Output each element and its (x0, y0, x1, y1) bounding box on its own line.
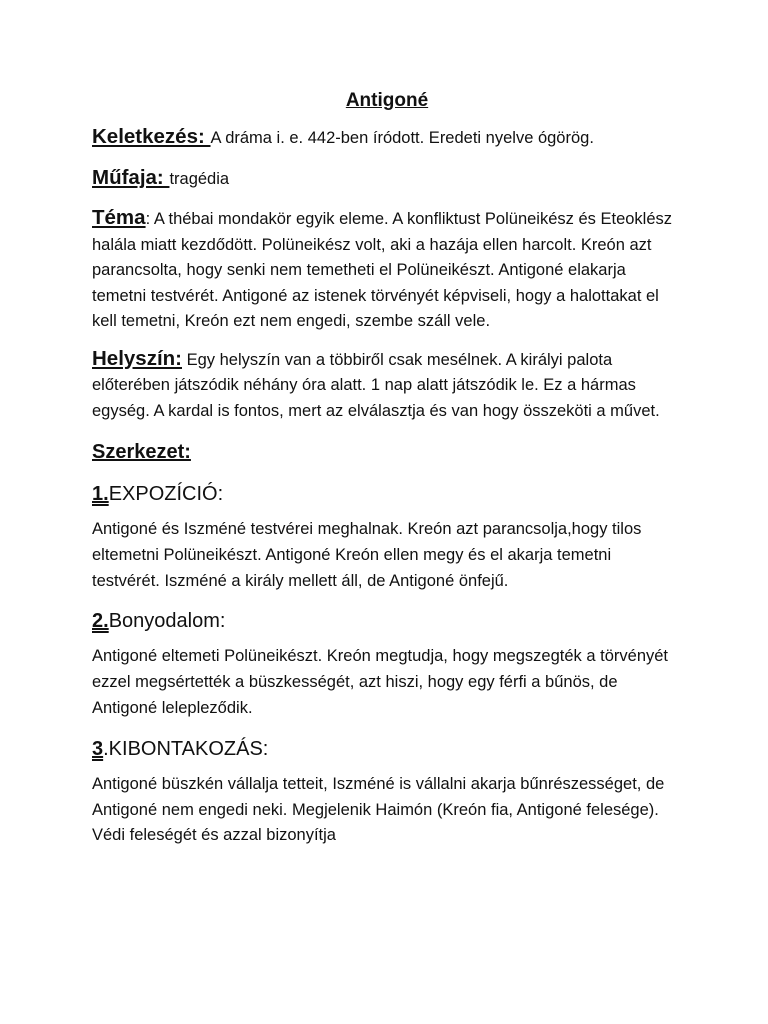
step-2-text: Antigoné eltemeti Polüneikészt. Kreón megtudja, hogy megszegték a törvényét ezzel megsértették a büszkességét, azt hiszi, hogy egy férfi a bűnös, de Antigoné lelepleződik. (92, 647, 669, 717)
section-mufaja (92, 165, 682, 193)
step-3-number: 3 (92, 737, 104, 760)
step-1-number: 1. (92, 483, 109, 505)
section-keletkezes (92, 124, 682, 152)
step-3-title: .KIBONTAKOZÁS: (103, 737, 269, 760)
step-2-heading (92, 606, 682, 636)
helyszin-text: Egy helyszín van a többiről csak mesélnek. A királyi palota előterében játszódik néhány óra alatt. 1 nap alatt játszódik le. Ez a hármas egység. A kardal is fontos, mert az elválasztja és van hogy összeköti a művet. (92, 350, 660, 420)
step-3-heading (92, 734, 682, 764)
szerkezet-heading: Szerkezet: (92, 441, 191, 463)
mufaja-label: Műfaja: (92, 165, 170, 189)
step-2-number: 2. (92, 610, 109, 633)
tema-text: : A thébai mondakör egyik eleme. A konfliktust Polüneikész és Eteoklész halála miatt kezdődött. Polüneikész volt, aki a hazája ellen harcolt. Kreón azt parancsolta, hogy senki nem temetheti el Polüneikészt. Antigoné elakarja temetni testvérét. Antigoné az istenek törvényét képviseli, hogy a halottakat el kell temetni, Kreón ezt nem engedi, szembe száll vele. (92, 210, 673, 330)
keletkezes-text: A dráma i. e. 442-ben íródott. Eredeti nyelve ógörög. (210, 129, 594, 147)
mufaja-text: tragédia (169, 169, 230, 188)
section-tema (92, 205, 682, 335)
document-page (92, 88, 682, 849)
keletkezes-label: Keletkezés: (92, 125, 211, 148)
step-3-text: Antigoné büszkén vállalja tetteit, Iszméné is vállalni akarja bűnrészességet, de Antigoné nem engedi neki. Megjelenik Haimón (Kreón fia, Antigoné felesége). Védi feleségét és azzal bizonyítja (92, 774, 665, 845)
tema-label: Téma (92, 206, 146, 229)
step-2-title: Bonyodalom: (108, 610, 226, 633)
section-helyszin (92, 346, 682, 425)
step-1-heading (92, 479, 682, 509)
step-1-text: Antigoné és Iszméné testvérei meghalnak. Kreón azt parancsolja,hogy tilos eltemetni Polüneikészt. Antigoné Kreón ellen megy és el akarja temetni testvérét. Iszméné a király mellett áll, de Antigoné önfejű. (92, 520, 642, 590)
helyszin-label: Helyszín: (92, 346, 182, 370)
step-1-title: EXPOZÍCIÓ: (108, 483, 224, 505)
document-title: Antigoné (345, 90, 429, 111)
